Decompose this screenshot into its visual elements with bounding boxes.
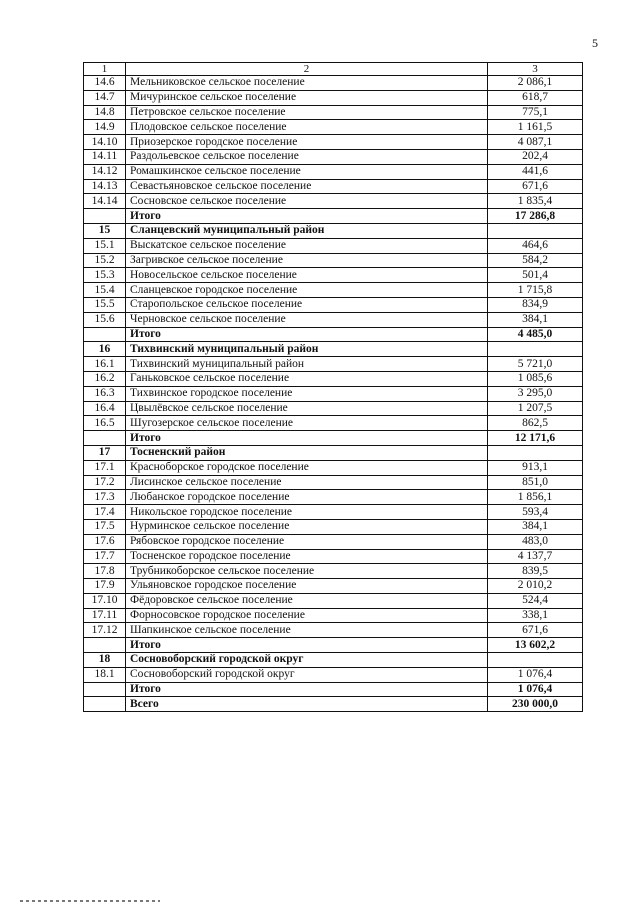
- row-name-cell: Мельниковское сельское поселение: [126, 76, 488, 91]
- row-number-cell: [84, 327, 126, 342]
- row-name-cell: Красноборское городское поселение: [126, 460, 488, 475]
- row-name-cell: Выскатское сельское поселение: [126, 238, 488, 253]
- table-row: [84, 564, 583, 579]
- table-row: [84, 416, 583, 431]
- row-value-cell: 5 721,0: [488, 357, 583, 372]
- table-row: [84, 283, 583, 298]
- row-name-cell: Сосновоборский городской округ: [126, 667, 488, 682]
- row-number-cell: 14.12: [84, 164, 126, 179]
- section-row: [84, 445, 583, 460]
- row-value-cell: 2 010,2: [488, 579, 583, 594]
- row-value-cell: 1 085,6: [488, 371, 583, 386]
- row-number-cell: 16.1: [84, 357, 126, 372]
- row-value-cell: 441,6: [488, 164, 583, 179]
- table-row: [84, 76, 583, 91]
- row-name-cell: Итого: [126, 682, 488, 697]
- total-row: [84, 682, 583, 697]
- row-name-cell: Всего: [126, 697, 488, 712]
- row-number-cell: 17.8: [84, 564, 126, 579]
- table-row: [84, 460, 583, 475]
- row-value-cell: 839,5: [488, 564, 583, 579]
- row-name-cell: Тосненский район: [126, 445, 488, 460]
- row-name-cell: Итого: [126, 327, 488, 342]
- table-row: [84, 90, 583, 105]
- row-name-cell: Тихвинский муниципальный район: [126, 342, 488, 357]
- row-name-cell: Тихвинский муниципальный район: [126, 357, 488, 372]
- row-value-cell: 202,4: [488, 149, 583, 164]
- row-number-cell: [84, 638, 126, 653]
- table-row: [84, 238, 583, 253]
- row-name-cell: Раздольевское сельское поселение: [126, 149, 488, 164]
- row-value-cell: 230 000,0: [488, 697, 583, 712]
- row-number-cell: 16.5: [84, 416, 126, 431]
- row-name-cell: Лисинское сельское поселение: [126, 475, 488, 490]
- row-number-cell: 17.3: [84, 490, 126, 505]
- row-value-cell: 851,0: [488, 475, 583, 490]
- row-value-cell: 3 295,0: [488, 386, 583, 401]
- row-name-cell: Сланцевский муниципальный район: [126, 223, 488, 238]
- table-row: [84, 534, 583, 549]
- row-number-cell: 17.5: [84, 519, 126, 534]
- row-number-cell: [84, 209, 126, 224]
- row-number-cell: [84, 697, 126, 712]
- row-name-cell: Форносовское городское поселение: [126, 608, 488, 623]
- row-value-cell: 862,5: [488, 416, 583, 431]
- table-row: [84, 194, 583, 209]
- row-value-cell: 618,7: [488, 90, 583, 105]
- row-value-cell: 483,0: [488, 534, 583, 549]
- row-number-cell: 15.6: [84, 312, 126, 327]
- row-number-cell: 15.2: [84, 253, 126, 268]
- row-value-cell: 584,2: [488, 253, 583, 268]
- row-name-cell: Ульяновское городское поселение: [126, 579, 488, 594]
- row-value-cell: [488, 342, 583, 357]
- table-row: [84, 135, 583, 150]
- row-value-cell: 1 076,4: [488, 667, 583, 682]
- total-row: [84, 697, 583, 712]
- row-number-cell: [84, 431, 126, 446]
- row-name-cell: Плодовское сельское поселение: [126, 120, 488, 135]
- row-name-cell: Трубникоборское сельское поселение: [126, 564, 488, 579]
- row-name-cell: Нурминское сельское поселение: [126, 519, 488, 534]
- row-value-cell: 501,4: [488, 268, 583, 283]
- row-value-cell: 4 087,1: [488, 135, 583, 150]
- table-row: [84, 623, 583, 638]
- row-value-cell: [488, 223, 583, 238]
- row-number-cell: 17.11: [84, 608, 126, 623]
- section-row: [84, 223, 583, 238]
- section-row: [84, 342, 583, 357]
- row-value-cell: 384,1: [488, 519, 583, 534]
- row-number-cell: 15: [84, 223, 126, 238]
- row-value-cell: 834,9: [488, 297, 583, 312]
- row-name-cell: Севастьяновское сельское поселение: [126, 179, 488, 194]
- row-number-cell: 18: [84, 653, 126, 668]
- row-name-cell: Сланцевское городское поселение: [126, 283, 488, 298]
- total-row: [84, 327, 583, 342]
- table-row: [84, 312, 583, 327]
- row-name-cell: Итого: [126, 431, 488, 446]
- column-number-header-row: [84, 63, 583, 76]
- row-name-cell: Цвылёвское сельское поселение: [126, 401, 488, 416]
- row-name-cell: Итого: [126, 638, 488, 653]
- row-value-cell: 671,6: [488, 623, 583, 638]
- row-name-cell: Петровское сельское поселение: [126, 105, 488, 120]
- footer-scan-artifact: [20, 900, 160, 902]
- row-name-cell: Черновское сельское поселение: [126, 312, 488, 327]
- row-number-cell: 16.2: [84, 371, 126, 386]
- table-row: [84, 149, 583, 164]
- table-row: [84, 297, 583, 312]
- row-name-cell: Любанское городское поселение: [126, 490, 488, 505]
- row-number-cell: 15.5: [84, 297, 126, 312]
- table-row: [84, 401, 583, 416]
- row-number-cell: 15.1: [84, 238, 126, 253]
- row-name-cell: Итого: [126, 209, 488, 224]
- column-header: 3: [488, 63, 583, 76]
- row-value-cell: [488, 445, 583, 460]
- row-name-cell: Мичуринское сельское поселение: [126, 90, 488, 105]
- row-number-cell: 17.12: [84, 623, 126, 638]
- table-body: [84, 63, 583, 712]
- row-name-cell: Тосненское городское поселение: [126, 549, 488, 564]
- row-name-cell: Никольское городское поселение: [126, 505, 488, 520]
- table-row: [84, 667, 583, 682]
- row-number-cell: 17.2: [84, 475, 126, 490]
- total-row: [84, 638, 583, 653]
- column-header: 1: [84, 63, 126, 76]
- table-row: [84, 386, 583, 401]
- row-number-cell: 16.3: [84, 386, 126, 401]
- table-row: [84, 593, 583, 608]
- row-name-cell: Шапкинское сельское поселение: [126, 623, 488, 638]
- row-value-cell: 17 286,8: [488, 209, 583, 224]
- row-value-cell: 524,4: [488, 593, 583, 608]
- row-number-cell: 17.7: [84, 549, 126, 564]
- row-number-cell: 14.11: [84, 149, 126, 164]
- row-value-cell: 593,4: [488, 505, 583, 520]
- row-number-cell: 14.7: [84, 90, 126, 105]
- table-row: [84, 505, 583, 520]
- row-number-cell: 16.4: [84, 401, 126, 416]
- row-name-cell: Новосельское сельское поселение: [126, 268, 488, 283]
- column-header: 2: [126, 63, 488, 76]
- table-row: [84, 519, 583, 534]
- row-value-cell: 384,1: [488, 312, 583, 327]
- row-name-cell: Тихвинское городское поселение: [126, 386, 488, 401]
- table-row: [84, 549, 583, 564]
- row-value-cell: 1 161,5: [488, 120, 583, 135]
- row-number-cell: 15.4: [84, 283, 126, 298]
- row-value-cell: 13 602,2: [488, 638, 583, 653]
- section-row: [84, 653, 583, 668]
- table-row: [84, 608, 583, 623]
- row-number-cell: 14.14: [84, 194, 126, 209]
- row-name-cell: Фёдоровское сельское поселение: [126, 593, 488, 608]
- row-name-cell: Рябовское городское поселение: [126, 534, 488, 549]
- row-name-cell: Загривское сельское поселение: [126, 253, 488, 268]
- row-name-cell: Сосновское сельское поселение: [126, 194, 488, 209]
- row-number-cell: 16: [84, 342, 126, 357]
- table-row: [84, 579, 583, 594]
- row-name-cell: Ганьковское сельское поселение: [126, 371, 488, 386]
- row-number-cell: 17.6: [84, 534, 126, 549]
- table-row: [84, 371, 583, 386]
- total-row: [84, 209, 583, 224]
- row-number-cell: 14.8: [84, 105, 126, 120]
- table-row: [84, 105, 583, 120]
- table-row: [84, 164, 583, 179]
- row-value-cell: 2 086,1: [488, 76, 583, 91]
- row-number-cell: 14.9: [84, 120, 126, 135]
- row-number-cell: 14.13: [84, 179, 126, 194]
- row-name-cell: Старопольское сельское поселение: [126, 297, 488, 312]
- row-value-cell: 1 076,4: [488, 682, 583, 697]
- table-row: [84, 268, 583, 283]
- row-name-cell: Приозерское городское поселение: [126, 135, 488, 150]
- row-name-cell: Ромашкинское сельское поселение: [126, 164, 488, 179]
- table-row: [84, 475, 583, 490]
- table-row: [84, 490, 583, 505]
- row-number-cell: 17.9: [84, 579, 126, 594]
- row-value-cell: 913,1: [488, 460, 583, 475]
- row-value-cell: 1 835,4: [488, 194, 583, 209]
- row-value-cell: [488, 653, 583, 668]
- row-number-cell: 17: [84, 445, 126, 460]
- row-number-cell: 14.10: [84, 135, 126, 150]
- row-number-cell: 17.10: [84, 593, 126, 608]
- row-value-cell: 464,6: [488, 238, 583, 253]
- row-number-cell: 14.6: [84, 76, 126, 91]
- row-value-cell: 775,1: [488, 105, 583, 120]
- total-row: [84, 431, 583, 446]
- row-value-cell: 4 485,0: [488, 327, 583, 342]
- row-number-cell: [84, 682, 126, 697]
- row-value-cell: 1 207,5: [488, 401, 583, 416]
- row-number-cell: 17.1: [84, 460, 126, 475]
- row-value-cell: 338,1: [488, 608, 583, 623]
- table-row: [84, 179, 583, 194]
- row-value-cell: 1 715,8: [488, 283, 583, 298]
- row-number-cell: 17.4: [84, 505, 126, 520]
- table-row: [84, 357, 583, 372]
- row-name-cell: Сосновоборский городской округ: [126, 653, 488, 668]
- table-row: [84, 253, 583, 268]
- page-number: 5: [592, 36, 598, 50]
- row-value-cell: 4 137,7: [488, 549, 583, 564]
- row-number-cell: 15.3: [84, 268, 126, 283]
- row-value-cell: 12 171,6: [488, 431, 583, 446]
- table-row: [84, 120, 583, 135]
- row-value-cell: 671,6: [488, 179, 583, 194]
- row-name-cell: Шугозерское сельское поселение: [126, 416, 488, 431]
- row-value-cell: 1 856,1: [488, 490, 583, 505]
- row-number-cell: 18.1: [84, 667, 126, 682]
- allocation-table: [83, 62, 583, 712]
